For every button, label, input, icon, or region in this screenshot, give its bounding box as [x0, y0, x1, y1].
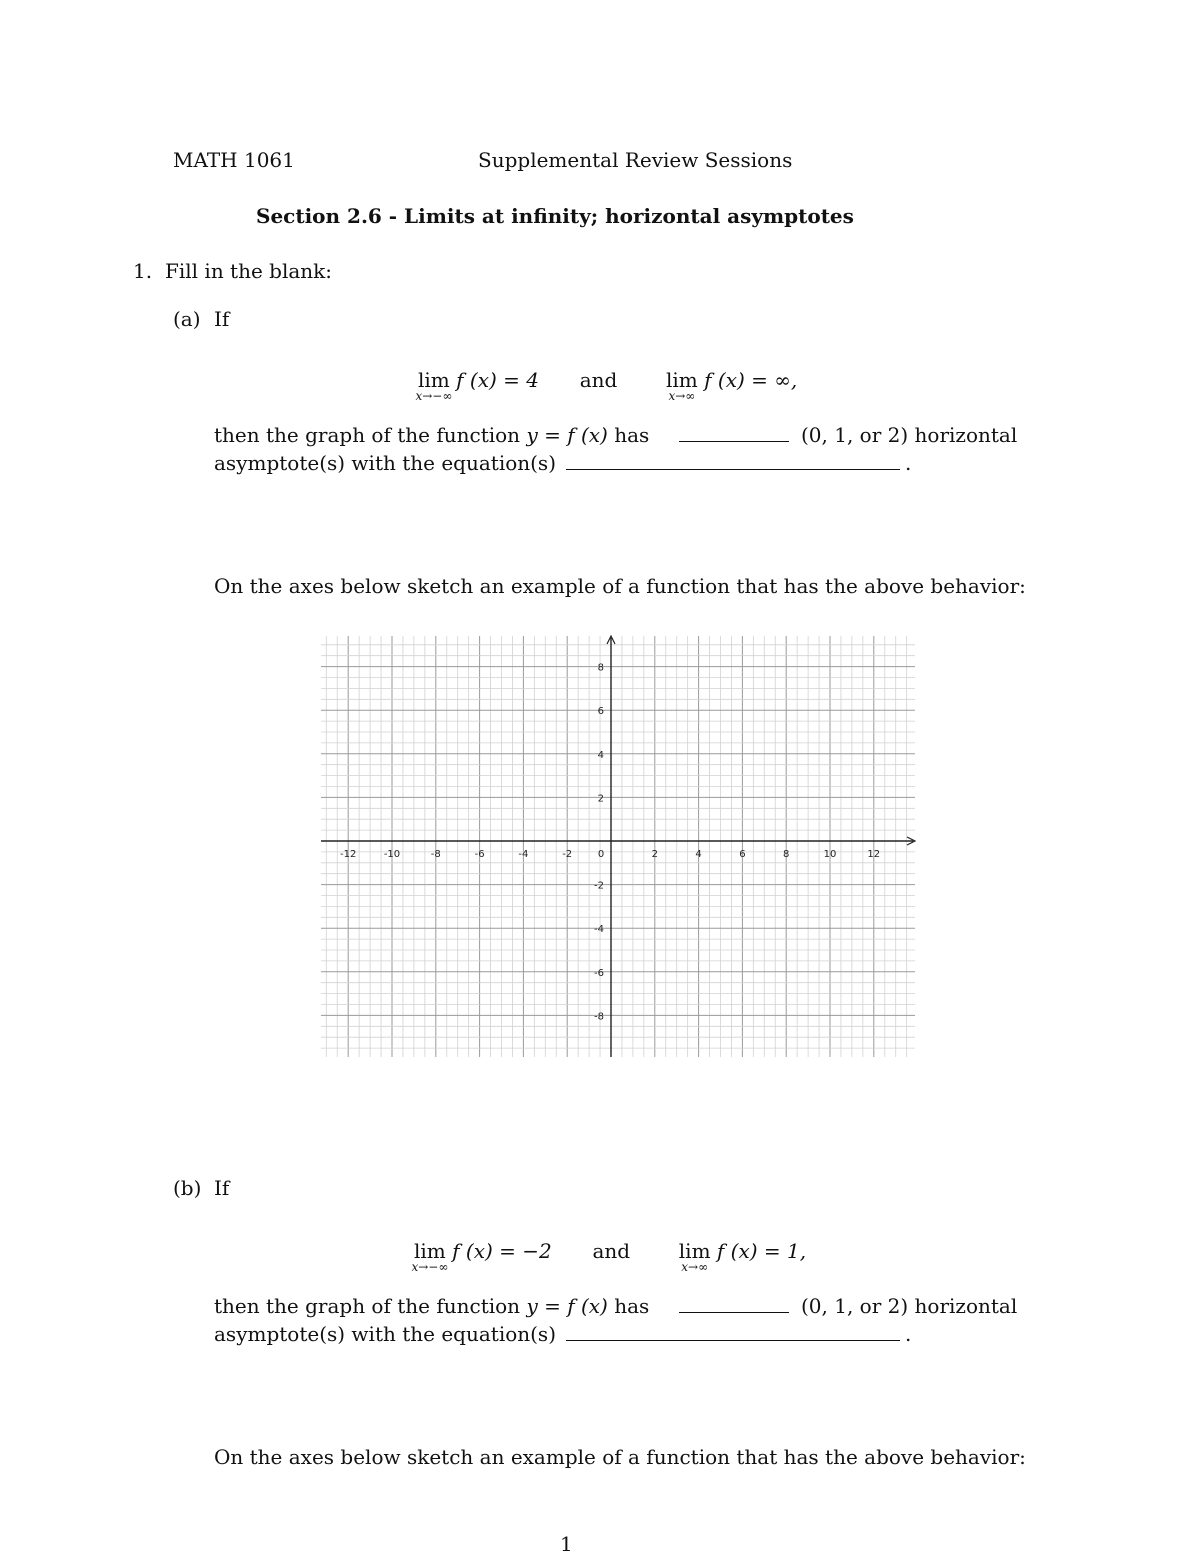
x-tick-label: 2: [651, 849, 658, 860]
x-tick-label: -10: [383, 849, 401, 860]
right-limit-b: [678, 1239, 711, 1274]
course-code: MATH 1061: [173, 148, 295, 172]
x-tick-label: 10: [823, 849, 837, 860]
x-tick-label: -8: [430, 849, 441, 860]
part-b-choices: (0, 1, or 2) horizontal: [801, 1294, 1018, 1318]
x-tick-label: -4: [518, 849, 529, 860]
x-tick-label: 12: [867, 849, 881, 860]
y-tick-label: 2: [597, 793, 604, 805]
y-tick-label: -4: [594, 924, 604, 936]
lim-text: lim: [414, 1239, 446, 1263]
connector-and: and: [579, 368, 618, 392]
part-b-line1-start: [214, 1294, 649, 1318]
function-expr: y = f (x): [526, 423, 608, 447]
has-text: has: [614, 423, 650, 447]
statement-text: then the graph of the function: [214, 423, 521, 447]
left-limit-b: [411, 1239, 449, 1274]
part-b-line2-start: asymptote(s) with the equation(s): [214, 1322, 557, 1346]
problem-number: 1.: [133, 259, 153, 283]
part-a-line2-start: asymptote(s) with the equation(s): [214, 451, 557, 475]
lim-subscript: x→∞: [681, 1260, 709, 1274]
part-a-sketch-prompt: On the axes below sketch an example of a function that has the above behavior:: [214, 574, 1026, 598]
y-tick-label: 8: [597, 662, 604, 674]
part-b-intro: If: [214, 1176, 230, 1200]
y-tick-label: -8: [594, 1011, 604, 1023]
x-tick-label: 4: [695, 849, 702, 860]
y-tick-label: 6: [597, 706, 604, 718]
x-tick-label: -6: [474, 849, 485, 860]
y-tick-label: -6: [594, 967, 604, 979]
lim-subscript: x→−∞: [415, 389, 453, 403]
part-a-label: (a): [173, 307, 201, 331]
lim-text: lim: [418, 368, 450, 392]
has-text: has: [614, 1294, 650, 1318]
right-limit-expr: f (x) = ∞,: [704, 368, 798, 392]
lim-subscript: x→∞: [668, 389, 696, 403]
problem-prompt: Fill in the blank:: [165, 259, 333, 283]
part-a-intro: If: [214, 307, 230, 331]
left-limit-expr: f (x) = 4: [456, 368, 539, 392]
part-b-label: (b): [173, 1176, 202, 1200]
section-title: Section 2.6 - Limits at infinity; horizontal asymptotes: [256, 204, 854, 228]
header-title: Supplemental Review Sessions: [478, 148, 793, 172]
lim-subscript: x→−∞: [411, 1260, 449, 1274]
part-a-period: .: [905, 451, 912, 475]
part-b-sketch-prompt: On the axes below sketch an example of a function that has the above behavior:: [214, 1445, 1026, 1469]
x-tick-label: -2: [562, 849, 573, 860]
count-blank-b[interactable]: [679, 1312, 789, 1313]
right-limit-expr: f (x) = 1,: [716, 1239, 807, 1263]
y-tick-label: 4: [597, 749, 604, 761]
y-tick-label: -2: [594, 880, 604, 892]
part-b-limits: [411, 1239, 807, 1274]
x-tick-label: 8: [783, 849, 790, 860]
left-limit-expr: f (x) = −2: [452, 1239, 552, 1263]
part-a-choices: (0, 1, or 2) horizontal: [801, 423, 1018, 447]
equation-blank-b[interactable]: [566, 1340, 900, 1341]
x-tick-label: 6: [739, 849, 746, 860]
statement-text: then the graph of the function: [214, 1294, 521, 1318]
function-expr: y = f (x): [526, 1294, 608, 1318]
part-b-period: .: [905, 1322, 912, 1346]
page-number: 1: [560, 1532, 573, 1556]
x-tick-label: -12: [340, 849, 357, 860]
x-tick-label: 0: [597, 849, 605, 860]
lim-text: lim: [666, 368, 698, 392]
connector-and: and: [592, 1239, 631, 1263]
lim-text: lim: [678, 1239, 711, 1263]
